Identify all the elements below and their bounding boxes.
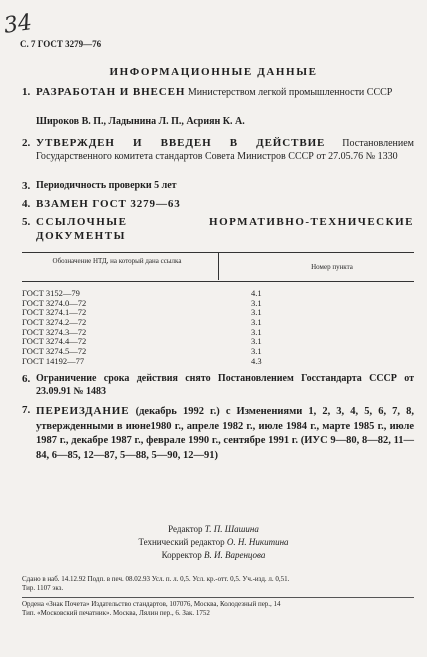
row-document: ГОСТ 3274.3—72 bbox=[22, 326, 87, 337]
item-lead: ССЫЛОЧНЫЕ НОРМАТИВНО-ТЕХНИЧЕСКИЕ ДОКУМЕНТЫ bbox=[36, 216, 414, 242]
item-number: 4. bbox=[22, 198, 31, 210]
print-data-line: Сдано в наб. 14.12.92 Подп. в печ. 08.02.93 Усл. п. л. 0,5. Усл. кр.-отт. 0,5. Уч.-изд. л. 0,51. bbox=[22, 575, 290, 583]
item-lead: РАЗРАБОТАН И ВНЕСЕН bbox=[36, 86, 186, 98]
imprint-divider bbox=[22, 597, 414, 598]
item-text: Постановлением Государственного комитета стандартов Совета Министров СССР от 27.05.76 № 1330 bbox=[36, 138, 414, 162]
item-lead: УТВЕРЖДЕН И ВВЕДЕН В ДЕЙСТВИЕ bbox=[36, 137, 326, 149]
item-text: (декабрь 1992 г.) с Изменениями 1, 2, 3, 4, 5, 6, 7, 8, утвержденными в июне1980 г., апреле 1982 г., июле 1984 г., марте 1985 г., июле 1987 г., декабре 1987 г., феврале 1990 г., сентябре 1991 г. (ИУС 9—80, 8—82, 11—84, 6—85, 12—87, 5—88, 5—90, 12—91) bbox=[36, 406, 414, 461]
row-document: ГОСТ 3274.2—72 bbox=[22, 317, 87, 328]
info-item-5 bbox=[22, 216, 414, 243]
item-number: 6. bbox=[22, 373, 31, 385]
printer-line: Тип. «Московский печатник». Москва, Лялин пер., 6. Зак. 1752 bbox=[22, 609, 210, 617]
credit-editor bbox=[0, 524, 427, 534]
row-point: 3.1 bbox=[251, 307, 262, 318]
row-point: 4.1 bbox=[251, 288, 262, 298]
running-head: С. 7 ГОСТ 3279—76 bbox=[20, 39, 102, 49]
row-point: 3.1 bbox=[251, 336, 262, 347]
publisher-line: Ордена «Знак Почета» Издательство стандартов, 107076, Москва, Колодезный пер., 14 bbox=[22, 600, 281, 608]
row-point: 4.3 bbox=[251, 355, 262, 366]
page-title: ИНФОРМАЦИОННЫЕ ДАННЫЕ bbox=[109, 66, 318, 78]
row-point: 3.1 bbox=[251, 346, 262, 357]
credit-tech-editor bbox=[0, 537, 427, 547]
row-document: ГОСТ 3274.1—72 bbox=[22, 307, 87, 318]
info-item-7 bbox=[22, 404, 414, 463]
info-item-1 bbox=[22, 86, 414, 100]
tech-editor-name: О. Н. Никитина bbox=[226, 537, 289, 547]
item-lead: ПЕРЕИЗДАНИЕ bbox=[36, 405, 130, 417]
print-run-line: Тир. 1107 экз. bbox=[22, 584, 64, 592]
row-document: ГОСТ 14192—77 bbox=[22, 355, 85, 366]
row-document: ГОСТ 3274.4—72 bbox=[22, 336, 87, 347]
item-lead: ВЗАМЕН ГОСТ 3279—63 bbox=[36, 198, 181, 210]
row-document: ГОСТ 3274.5—72 bbox=[22, 346, 87, 357]
item-number: 5. bbox=[22, 216, 31, 228]
table-divider bbox=[218, 252, 219, 280]
item-text: Периодичность проверки 5 лет bbox=[36, 180, 177, 191]
item-text: Министерством легкой промышленности СССР bbox=[185, 87, 393, 98]
editor-label: Редактор bbox=[168, 524, 205, 534]
item-number: 2. bbox=[22, 137, 31, 149]
handwritten-page-mark: 34 bbox=[2, 10, 34, 39]
row-document: ГОСТ 3152—79 bbox=[22, 288, 80, 298]
column-header-document: Обозначение НТД, на который дана ссылка bbox=[52, 257, 182, 265]
item-number: 7. bbox=[22, 404, 31, 416]
table-body bbox=[22, 289, 414, 367]
info-item-3 bbox=[22, 180, 414, 193]
credit-proofreader bbox=[0, 550, 427, 560]
item-text: Ограничение срока действия снято Постановлением Госстандарта СССР от 23.09.91 № 1483 bbox=[36, 373, 414, 397]
info-item-2 bbox=[22, 137, 414, 163]
info-item-4 bbox=[22, 198, 414, 212]
row-document: ГОСТ 3274.0—72 bbox=[22, 297, 87, 308]
info-item-6 bbox=[22, 373, 414, 398]
row-point: 3.1 bbox=[251, 297, 262, 308]
editor-name: Т. П. Шашина bbox=[204, 524, 259, 534]
proofreader-name: В. И. Варенцова bbox=[203, 550, 266, 560]
tech-editor-label: Технический редактор bbox=[138, 537, 227, 547]
authors-line: Широков В. П., Ладынина Л. П., Асриян К. А. bbox=[36, 116, 245, 127]
row-point: 3.1 bbox=[251, 317, 262, 328]
column-header-point: Номер пункта bbox=[311, 263, 353, 271]
proofreader-label: Корректор bbox=[161, 550, 204, 560]
item-number: 1. bbox=[22, 86, 31, 98]
item-number: 3. bbox=[22, 180, 31, 192]
row-point: 3.1 bbox=[251, 326, 262, 337]
table-row bbox=[22, 357, 414, 367]
